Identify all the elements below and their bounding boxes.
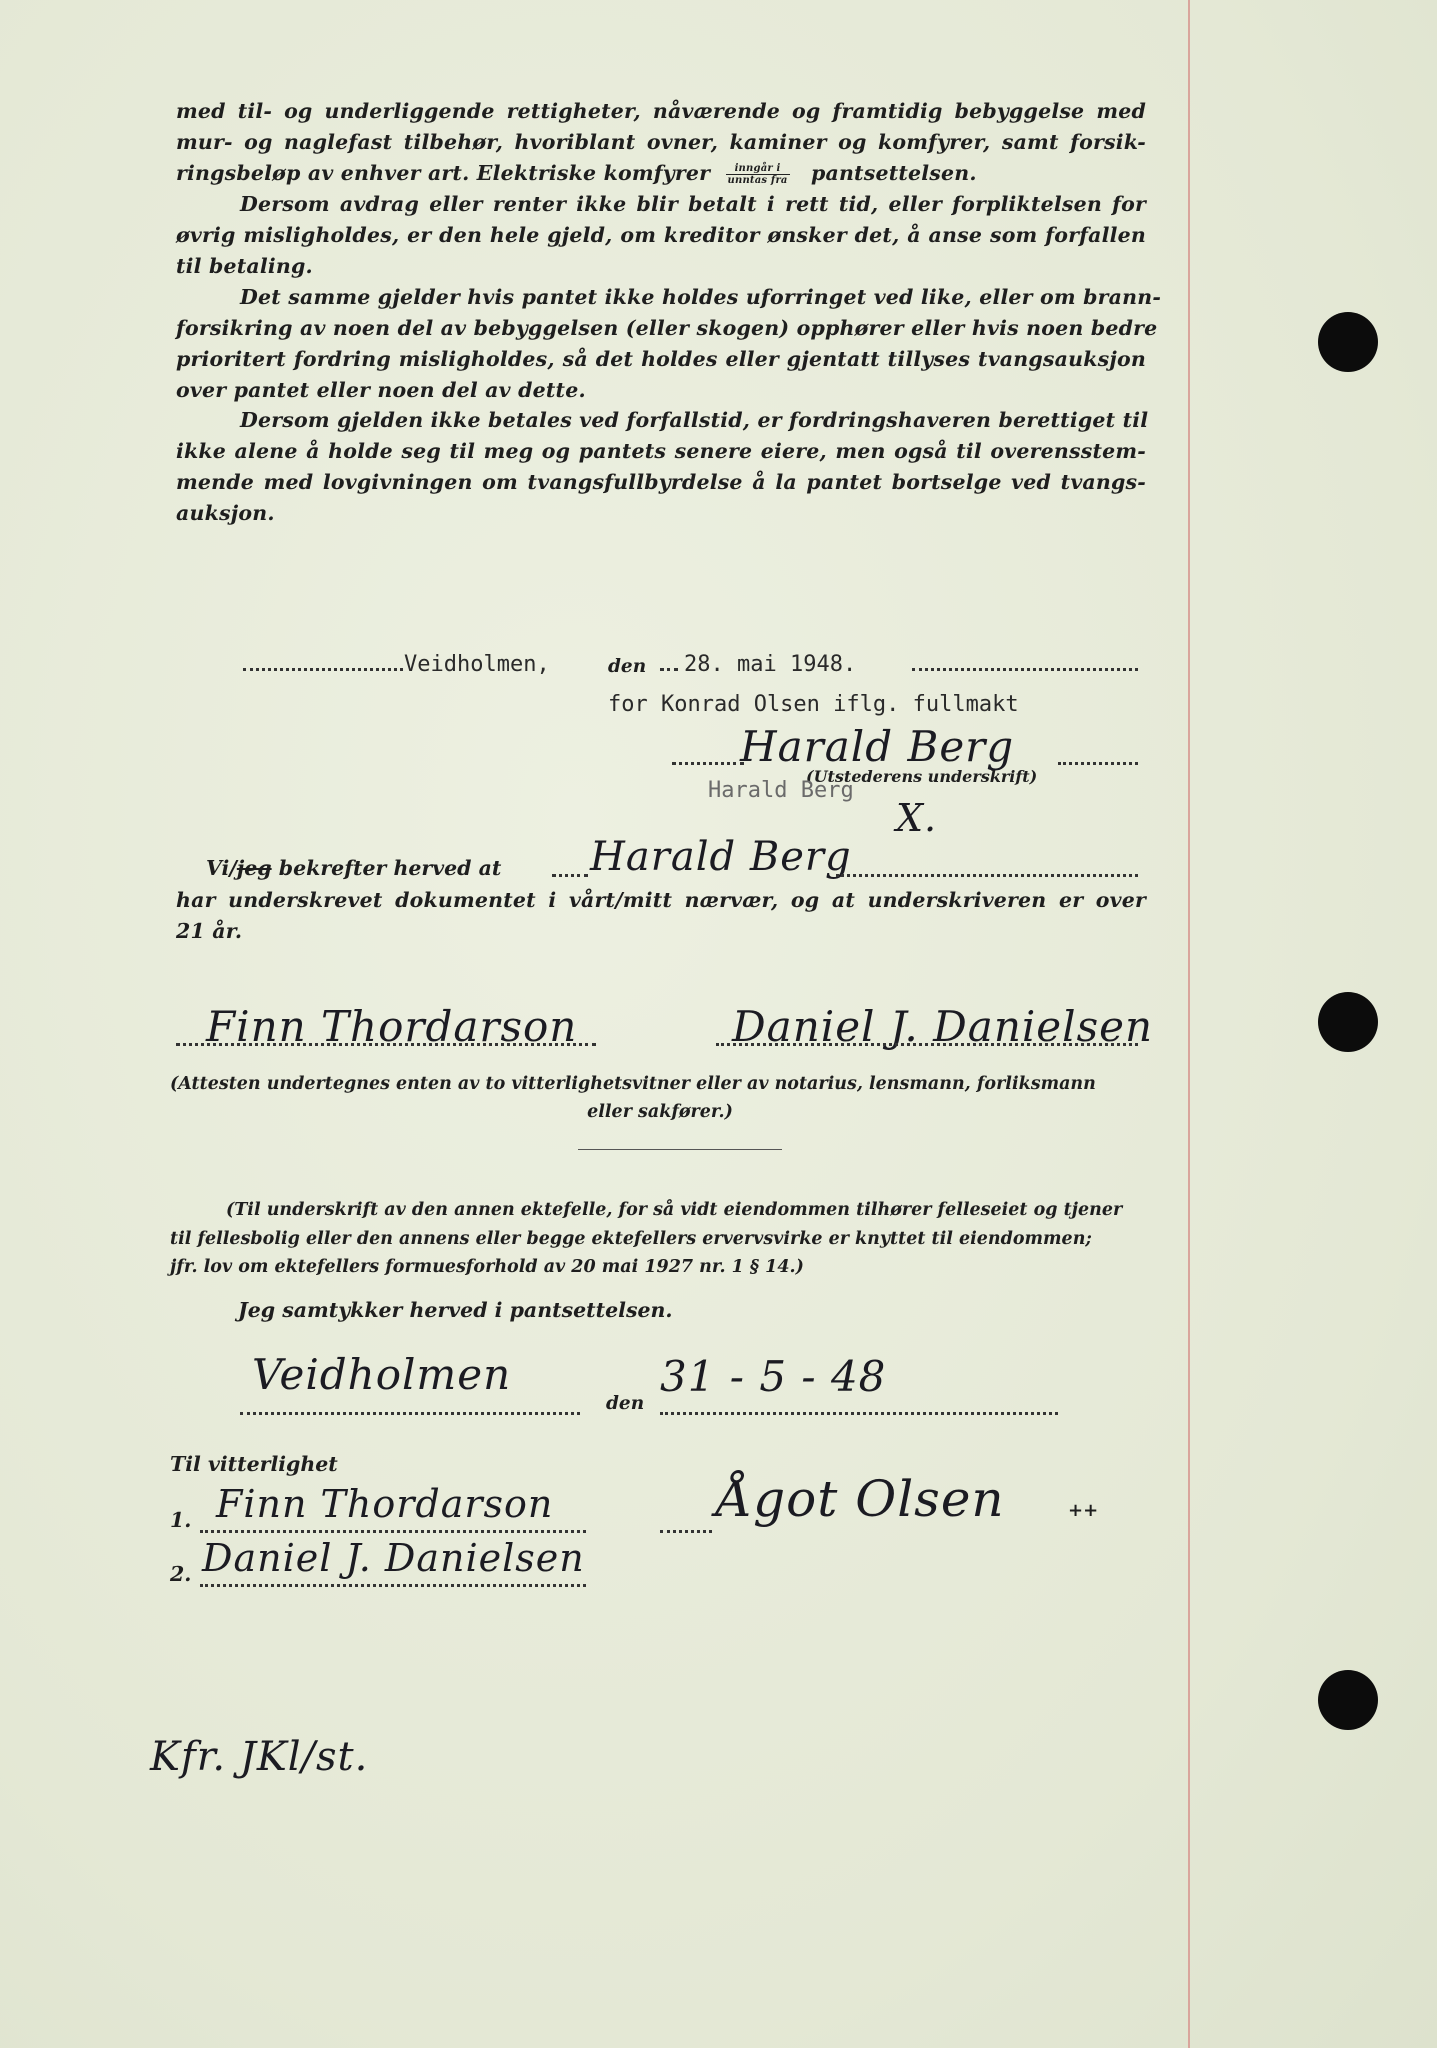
paragraph-maintenance: Det samme gjelder hvis pantet ikke holdes uforringet ved like, eller om brann- forsikring av noen del av bebyggelsen (eller skogen) opphører eller hvis noen bedre prioritert fordring misligholdes, så det holdes eller gjentatt tillyses tvangsauksjon over pantet eller noen del av dette. [176,285,1162,402]
cross-mark: X. [896,796,938,840]
spouse-witness-signature-2: Daniel J. Danielsen [202,1536,585,1580]
attested-signature: Harald Berg [590,834,852,880]
witness-signature-1: Finn Thordarson [206,1002,578,1051]
attestation-text: har underskrevet dokumentet i vårt/mitt nærvær, og at underskriveren er over 21 år. [176,888,1146,943]
dotted-line [243,668,403,671]
issuer-signature: Harald Berg [740,722,1015,771]
witness-number-1: 1. [170,1508,192,1532]
dotted-line [716,1043,1138,1046]
dotted-line [660,668,678,671]
dotted-line [240,1412,580,1415]
spouse-note-cont: til fellesbolig eller den annens eller begge ektefellers ervervsvirke er knyttet til eiendommen; jfr. lov om ektefellers formuesforhold av 20 mai 1927 nr. 1 § 14.) [170,1229,1092,1277]
on-behalf-typed: for Konrad Olsen iflg. fullmakt [608,692,1019,717]
spouse-witness-signature-1: Finn Thordarson [216,1482,554,1526]
paragraph-default: Dersom avdrag eller renter ikke blir betalt i rett tid, eller forpliktelsen for øvrig misligholdes, er den hele gjeld, om kreditor ønsker det, å anse som forfallen til betaling. [176,192,1146,278]
attestation-line: Vi/jeg bekrefter herved at [206,856,502,880]
witness-signature-2: Daniel J. Danielsen [732,1002,1154,1051]
attestation-note: (Attesten undertegnes enten av to vitterlighetsvitner eller av notarius, lensmann, forliksmann eller sakfører.) [170,1074,1096,1122]
dotted-line [912,668,1138,671]
spouse-place-handwritten: Veidholmen [252,1350,512,1399]
footer-handwritten-note: Kfr. JKl/st. [150,1734,369,1780]
dotted-line [1058,762,1138,765]
binder-hole [1318,1670,1378,1730]
spouse-note: (Til underskrift av den annen ektefelle, for så vidt eiendommen tilhører felleseiet og tjener [226,1200,1123,1220]
den-label: den [606,1393,645,1414]
spouse-signature: Ågot Olsen [716,1470,1005,1528]
dotted-line [200,1530,586,1533]
paragraph-enforcement: Dersom gjelden ikke betales ved forfallstid, er fordringshaveren berettiget til ikke alene å holde seg til meg og pantets senere eiere, men også til overensstem- mende med lovgivningen om tvangsfullbyrdelse å la pantet bortselge ved tvangs- auksjon. [176,408,1149,525]
place-typed: Veidholmen, [404,652,550,677]
dotted-line [660,1412,1058,1415]
fraction-inngar-unntas: $\frac{\text{inngår i}}{\text{unntas fra}}$ [727,163,788,186]
consent-text: Jeg samtykker herved i pantsettelsen. [238,1298,673,1322]
dotted-line [836,874,1138,877]
spouse-date-handwritten: 31 - 5 - 48 [660,1352,887,1401]
signature-mark: ++ [1068,1500,1099,1521]
dotted-line [200,1584,586,1587]
witness-number-2: 2. [170,1562,192,1586]
paragraph-property: med til- og underliggende rettigheter, nåværende og framtidig bebyggelse med mur- og naglefast tilbehør, hvoriblant ovner, kaminer og komfyrer, samt forsik- ringsbeløp av enhver art. Elektriske komfyrer $\frac{\text{inngår i}}{\text{unntas fra}}$ pantsettelsen. [176,99,1146,186]
separator-rule [578,1149,782,1150]
binder-hole [1318,992,1378,1052]
binder-hole [1318,312,1378,372]
issuer-typed-name: Harald Berg [708,778,854,803]
vitterlighet-label: Til vitterlighet [170,1452,338,1476]
dotted-line [672,762,744,765]
issuer-signature-caption: (Utstederens underskrift) [806,767,1038,786]
dotted-line [660,1530,712,1533]
date-typed: 28. mai 1948. [684,652,857,677]
dotted-line [552,874,588,877]
dotted-line [176,1043,596,1046]
red-margin-line [1188,0,1190,2048]
den-label: den [608,656,647,677]
